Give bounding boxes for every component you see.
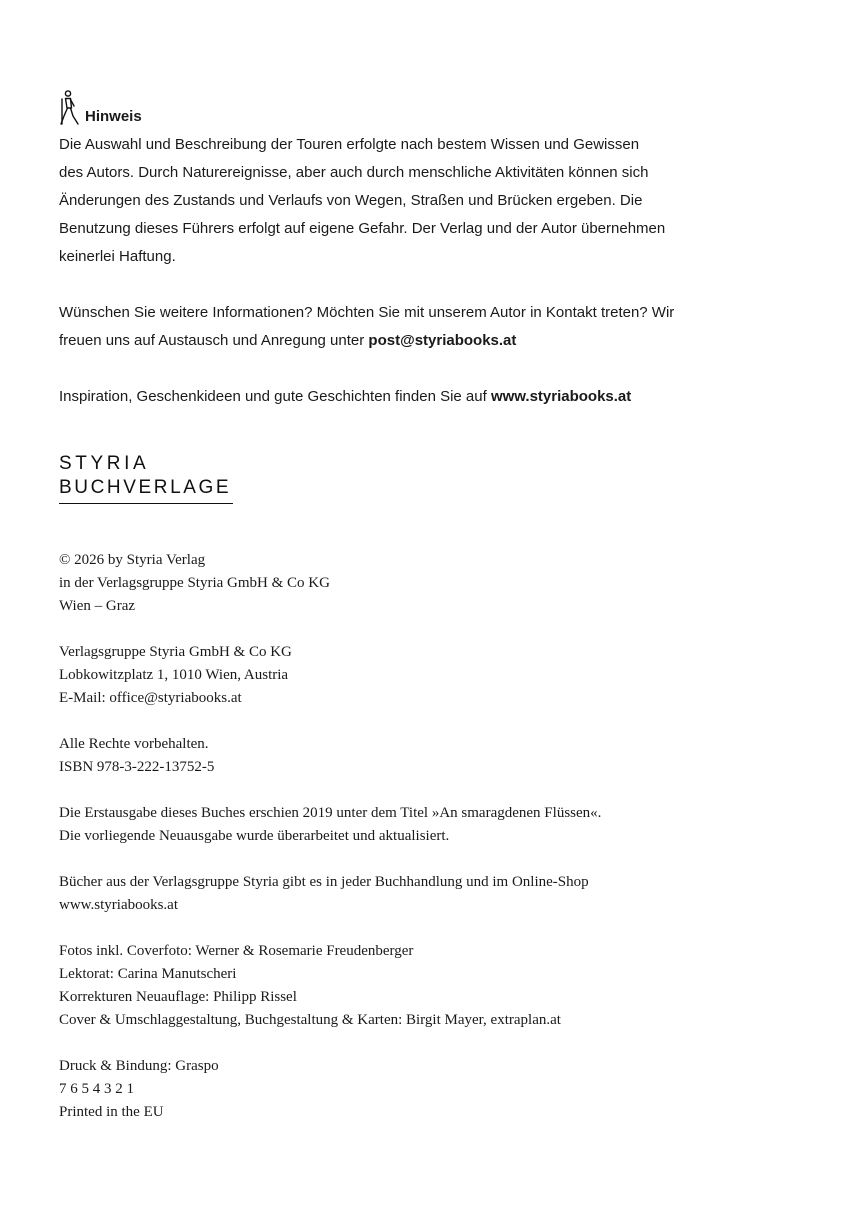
contact-line [59,327,779,355]
imprint-group-address [59,641,601,710]
imprint-line: E-Mail: office@styriabooks.at [59,690,242,706]
imprint-line: Cover & Umschlaggestaltung, Buchgestaltung & Karten: Birgit Mayer, extraplan.at [59,1012,561,1028]
contact-line: Wünschen Sie weitere Informationen? Möchten Sie mit unserem Autor in Kontakt treten? Wir [59,304,675,321]
imprint-line: Alle Rechte vorbehalten. [59,736,209,752]
contact-email-link[interactable]: post@styriabooks.at [368,332,517,349]
imprint-group-edition [59,802,601,848]
inspiration-text [59,383,779,411]
notice-line: Änderungen des Zustands und Verlaufs von Wegen, Straßen und Brücken ergeben. Die [59,192,643,209]
imprint-group-copyright [59,549,601,618]
inspiration-line [59,383,779,411]
isbn: ISBN 978-3-222-13752-5 [59,759,215,775]
website-link[interactable]: www.styriabooks.at [490,388,632,405]
notice-heading [59,90,142,126]
imprint-line: Korrekturen Neuauflage: Philipp Rissel [59,989,297,1005]
imprint-line: Die Erstausgabe dieses Buches erschien 2019 unter dem Titel »An smaragdenen Flüssen«. [59,805,602,821]
imprint-line: Druck & Bindung: Graspo [59,1058,219,1074]
logo-line-2: BUCHVERLAGE [59,477,232,498]
imprint-line: Wien – Graz [59,598,136,614]
imprint-group-credits [59,940,601,1032]
notice-line: Benutzung dieses Führers erfolgt auf eigene Gefahr. Der Verlag und der Autor übernehmen [59,220,666,237]
imprint-line: Lektorat: Carina Manutscheri [59,966,237,982]
imprint-group-rights [59,733,601,779]
inspiration-prefix: Inspiration, Geschenkideen und gute Geschichten finden Sie auf [59,388,491,405]
notice-line: Die Auswahl und Beschreibung der Touren erfolgte nach bestem Wissen und Gewissen [59,136,640,153]
shop-link[interactable]: www.styriabooks.at [59,897,179,913]
imprint-line: Verlagsgruppe Styria GmbH & Co KG [59,644,292,660]
logo-line-1: STYRIA [59,453,150,474]
imprint [59,549,601,1147]
notice-line: keinerlei Haftung. [59,248,176,265]
notice-text [59,131,779,271]
imprint-line: 7 6 5 4 3 2 1 [59,1081,134,1097]
imprint-line: in der Verlagsgruppe Styria GmbH & Co KG [59,575,330,591]
imprint-line: Lobkowitzplatz 1, 1010 Wien, Austria [59,667,289,683]
contact-text [59,299,779,355]
hiker-icon [59,90,81,126]
contact-prefix: freuen uns auf Austausch und Anregung unter [59,332,369,349]
imprint-line: Fotos inkl. Coverfoto: Werner & Rosemarie Freudenberger [59,943,414,959]
publisher-logo [59,452,235,504]
logo-underline [59,503,233,504]
imprint-group-print [59,1055,601,1124]
imprint-group-shop [59,871,601,917]
notice-title: Hinweis [85,108,142,125]
imprint-line: Bücher aus der Verlagsgruppe Styria gibt es in jeder Buchhandlung und im Online-Shop [59,874,589,890]
imprint-line: © 2026 by Styria Verlag [59,552,206,568]
imprint-line: Printed in the EU [59,1104,164,1120]
notice-line: des Autors. Durch Naturereignisse, aber auch durch menschliche Aktivitäten können sich [59,164,649,181]
imprint-line: Die vorliegende Neuausgabe wurde überarbeitet und aktualisiert. [59,828,450,844]
